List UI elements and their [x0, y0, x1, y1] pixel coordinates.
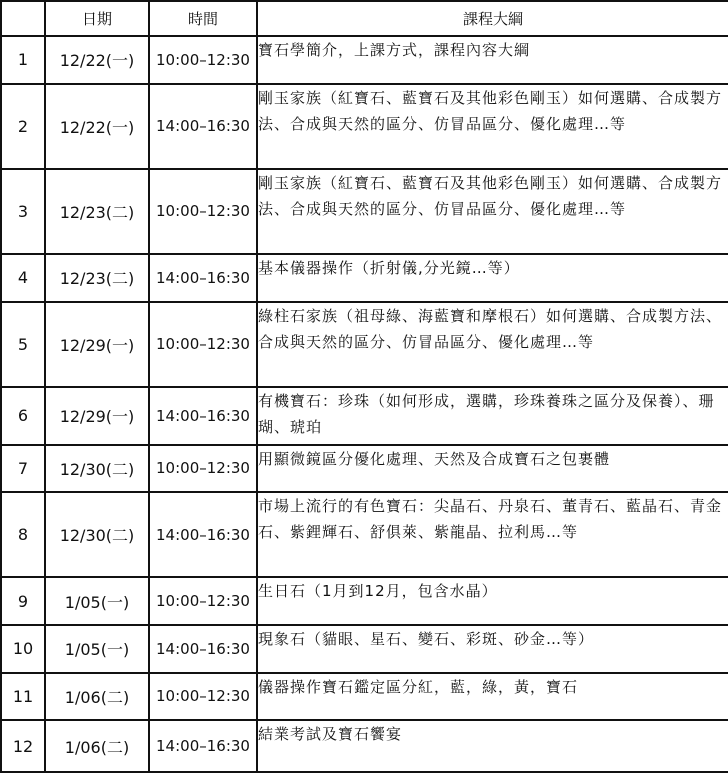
row-time: 14:00–16:30: [149, 84, 257, 169]
table-row: [1, 84, 728, 169]
row-outline: 市場上流行的有色寶石：尖晶石、丹泉石、董青石、藍晶石、青金石、紫鋰輝石、舒俱萊、紫龍晶、拉利馬…等: [257, 492, 728, 577]
row-time: 10:00–12:30: [149, 673, 257, 721]
row-outline: 剛玉家族（紅寶石、藍寶石及其他彩色剛玉）如何選購、合成製方法、合成與天然的區分、仿冒品區分、優化處理…等: [257, 84, 728, 169]
row-outline: 結業考試及寶石饗宴: [257, 720, 728, 772]
row-outline: 寶石學簡介，上課方式，課程內容大綱: [257, 36, 728, 84]
row-date: 12/23(二): [45, 169, 149, 254]
row-date: 1/05(一): [45, 625, 149, 673]
row-time: 10:00–12:30: [149, 302, 257, 387]
row-outline: 儀器操作寶石鑑定區分紅，藍，綠，黃，寶石: [257, 673, 728, 721]
row-time: 10:00–12:30: [149, 445, 257, 493]
row-time: 14:00–16:30: [149, 720, 257, 772]
row-outline: 綠柱石家族（祖母綠、海藍寶和摩根石）如何選購、合成製方法、合成與天然的區分、仿冒品區分、優化處理…等: [257, 302, 728, 387]
table-row: [1, 577, 728, 625]
row-date: 12/22(一): [45, 84, 149, 169]
row-number: 12: [1, 720, 45, 772]
table-row: [1, 492, 728, 577]
row-time: 14:00–16:30: [149, 492, 257, 577]
row-time: 10:00–12:30: [149, 577, 257, 625]
row-number: 2: [1, 84, 45, 169]
header-outline: 課程大綱: [257, 1, 728, 36]
header-number: [1, 1, 45, 36]
row-number: 4: [1, 254, 45, 302]
table-row: [1, 625, 728, 673]
row-number: 10: [1, 625, 45, 673]
row-number: 3: [1, 169, 45, 254]
row-outline: 剛玉家族（紅寶石、藍寶石及其他彩色剛玉）如何選購、合成製方法、合成與天然的區分、仿冒品區分、優化處理…等: [257, 169, 728, 254]
row-outline: 生日石（1月到12月，包含水晶）: [257, 577, 728, 625]
row-outline: 用顯微鏡區分優化處理、天然及合成寶石之包裹體: [257, 445, 728, 493]
table-row: [1, 445, 728, 493]
row-time: 14:00–16:30: [149, 625, 257, 673]
row-number: 11: [1, 673, 45, 721]
row-time: 14:00–16:30: [149, 387, 257, 445]
row-date: 12/29(一): [45, 387, 149, 445]
row-outline: 有機寶石：珍珠（如何形成，選購，珍珠養珠之區分及保養）、珊瑚、琥珀: [257, 387, 728, 445]
row-number: 8: [1, 492, 45, 577]
row-time: 10:00–12:30: [149, 36, 257, 84]
row-number: 5: [1, 302, 45, 387]
row-date: 1/06(二): [45, 720, 149, 772]
row-date: 12/29(一): [45, 302, 149, 387]
row-number: 9: [1, 577, 45, 625]
header-row: [1, 1, 728, 36]
header-date: 日期: [45, 1, 149, 36]
row-date: 12/30(二): [45, 492, 149, 577]
row-outline: 基本儀器操作（折射儀,分光鏡…等）: [257, 254, 728, 302]
row-time: 10:00–12:30: [149, 169, 257, 254]
table-row: [1, 387, 728, 445]
row-date: 1/05(一): [45, 577, 149, 625]
row-outline: 現象石（貓眼、星石、變石、彩斑、砂金…等）: [257, 625, 728, 673]
row-time: 14:00–16:30: [149, 254, 257, 302]
table-row: [1, 720, 728, 772]
row-number: 1: [1, 36, 45, 84]
row-number: 6: [1, 387, 45, 445]
row-date: 12/30(二): [45, 445, 149, 493]
table-row: [1, 254, 728, 302]
row-date: 12/23(二): [45, 254, 149, 302]
header-time: 時間: [149, 1, 257, 36]
table-row: [1, 302, 728, 387]
row-date: 1/06(二): [45, 673, 149, 721]
table-row: [1, 673, 728, 721]
row-date: 12/22(一): [45, 36, 149, 84]
table-row: [1, 169, 728, 254]
row-number: 7: [1, 445, 45, 493]
table-row: [1, 36, 728, 84]
